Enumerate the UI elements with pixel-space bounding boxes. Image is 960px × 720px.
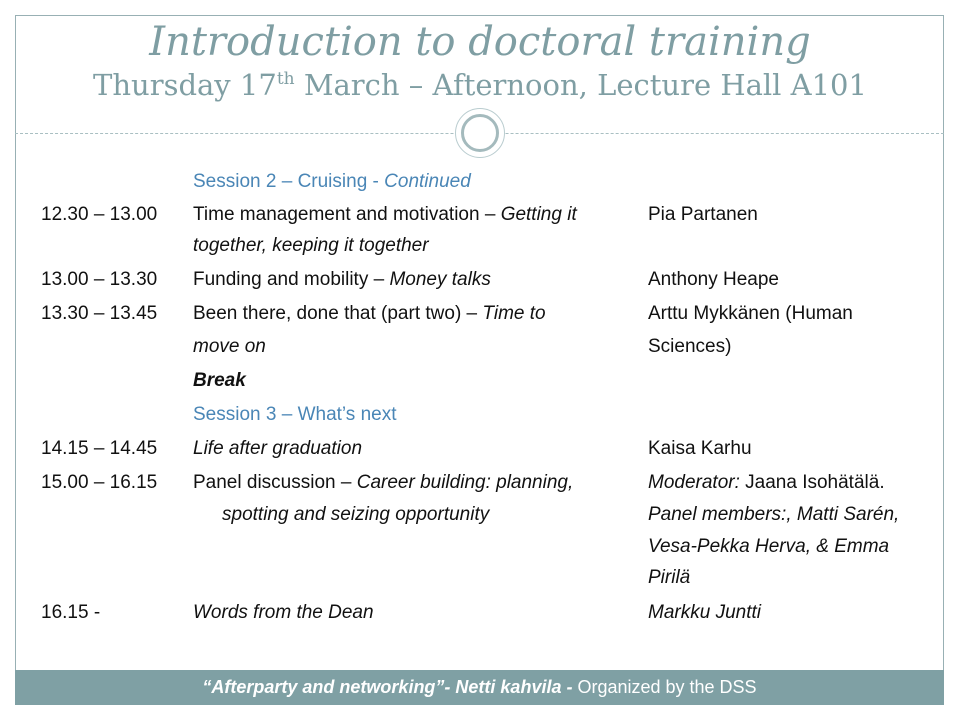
item-1-title-italic-2: together, keeping it together <box>193 235 429 256</box>
item-2-title-normal: Funding and mobility – <box>193 269 390 290</box>
panel-members-3: Pirilä <box>648 567 691 588</box>
item-2-title-italic: Money talks <box>389 269 491 290</box>
item-3-time: 13.30 – 13.45 <box>41 303 158 324</box>
session-2-label: Session 2 – Cruising - <box>193 171 385 192</box>
item-6-title <box>193 596 374 630</box>
item-5-title-italic: Career building: planning, <box>356 472 574 493</box>
subtitle-date: Thursday 17 <box>93 68 277 102</box>
slide-subtitle <box>0 68 960 102</box>
item-5-moderator <box>648 466 885 500</box>
item-1-title <box>193 198 577 232</box>
item-1-time: 12.30 – 13.00 <box>41 204 158 225</box>
item-1-title-line2 <box>193 229 429 263</box>
item-6-title-italic: Words from the Dean <box>193 602 374 623</box>
item-5-title <box>193 466 573 500</box>
item-2-title <box>193 263 491 297</box>
item-4-title-italic: Life after graduation <box>193 438 363 459</box>
item-5-title-line2 <box>222 498 489 532</box>
slide-title: Introduction to doctoral training <box>149 19 811 65</box>
item-3-title <box>193 297 546 331</box>
footer-italic: “Afterparty and networking”- Netti kahvila - <box>202 677 573 697</box>
moderator-name: Jaana Isohätälä. <box>739 472 885 493</box>
panel-members-2: Vesa-Pekka Herva, & Emma <box>648 536 890 557</box>
item-3-speaker: Arttu Mykkänen (Human <box>648 303 853 324</box>
item-5-panel-line3 <box>648 561 690 595</box>
item-5-panel-line2 <box>648 530 889 564</box>
circle-ornament-inner <box>461 114 499 152</box>
moderator-label: Moderator: <box>648 472 740 493</box>
item-3-title-normal: Been there, done that (part two) – <box>193 303 483 324</box>
session-3-heading: Session 3 – What’s next <box>193 404 397 425</box>
item-6-speaker <box>648 596 761 630</box>
item-5-title-italic-2: spotting and seizing opportunity <box>222 504 490 525</box>
break-text: Break <box>193 370 246 391</box>
break-label <box>193 364 246 398</box>
item-4-speaker: Kaisa Karhu <box>648 438 752 459</box>
item-6-time: 16.15 - <box>41 602 101 623</box>
item-4-time: 14.15 – 14.45 <box>41 438 158 459</box>
subtitle-rest: March – Afternoon, Lecture Hall A101 <box>294 68 867 102</box>
item-5-time: 15.00 – 16.15 <box>41 472 158 493</box>
item-3-speaker-line2: Sciences) <box>648 336 732 357</box>
subtitle-superscript: th <box>276 69 295 89</box>
item-1-title-italic: Getting it <box>500 204 577 225</box>
item-1-title-normal: Time management and motivation – <box>193 204 501 225</box>
item-1-speaker: Pia Partanen <box>648 204 758 225</box>
panel-members-1: Panel members:, Matti Sarén, <box>648 504 900 525</box>
item-3-title-italic: Time to <box>482 303 546 324</box>
item-2-speaker: Anthony Heape <box>648 269 779 290</box>
session-2-heading <box>193 165 471 199</box>
footer-banner <box>15 670 944 705</box>
item-4-title <box>193 432 362 466</box>
item-2-time: 13.00 – 13.30 <box>41 269 158 290</box>
item-3-title-italic-2: move on <box>193 336 266 357</box>
item-5-title-normal: Panel discussion – <box>193 472 357 493</box>
item-3-title-line2 <box>193 330 266 364</box>
item-6-speaker-name: Markku Juntti <box>648 602 761 623</box>
session-2-continued: Continued <box>384 171 471 192</box>
item-5-panel-line1 <box>648 498 899 532</box>
footer-organizer: Organized by the DSS <box>572 677 757 697</box>
circle-ornament-icon <box>455 108 505 158</box>
